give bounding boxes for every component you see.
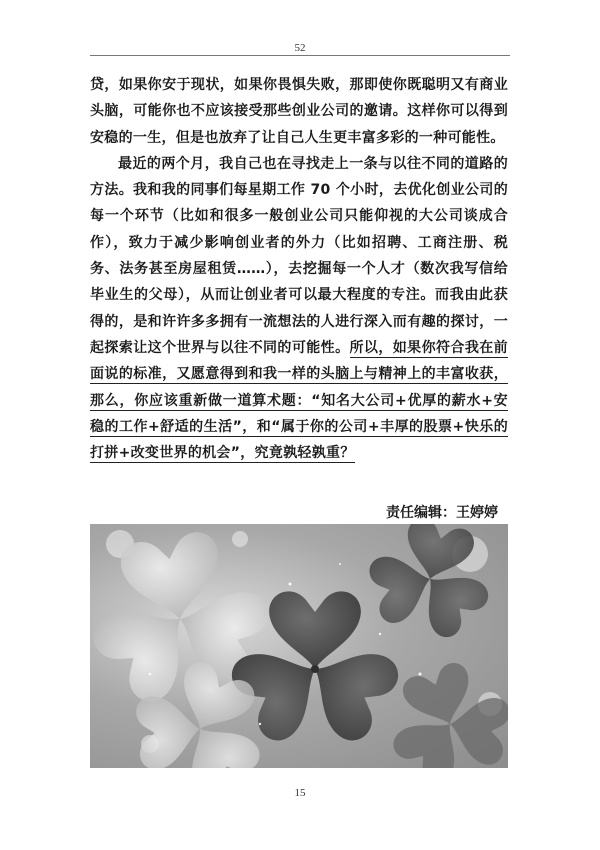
paragraph-2-text: 最近的两个月，我自己也在寻找走上一条与以往不同的道路的方法。我和我的同事们每星期工作 70 个小时，去优化创业公司的每一个环节（比如和很多一般创业公司只能仰视的大公司谈成合作），致力于减少影响创业者的外力（比如招聘、工商注册、税务、法务甚至房屋租赁……），去挖掘每一个人才（数次我写信给毕业生的父母），从而让创业者可以最大程度的专注。而我由此获得的，是和许许多多拥有一流想法的人进行深入而有趣的探讨，一起探索让这个世界与以往不同的可能性。 bbox=[90, 155, 508, 356]
header-page-number: 52 bbox=[294, 42, 306, 54]
clover-illustration bbox=[90, 524, 508, 768]
clover-photo bbox=[90, 524, 508, 768]
editor-credit: 责任编辑：王婷婷 bbox=[386, 505, 498, 521]
footer-page-number: 15 bbox=[294, 787, 306, 799]
header-divider bbox=[90, 55, 510, 56]
paragraph-1: 贷，如果你安于现状，如果你畏惧失败，那即使你既聪明又有商业头脑，可能你也不应该接受那些创业公司的邀请。这样你可以得到安稳的一生，但是也放弃了让自己人生更丰富多彩的一种可能性。 bbox=[90, 77, 508, 146]
paragraph-2-underlined: 所以，如果你符合我在前面说的标准，又愿意得到和我一样的头脑上与精神上的丰富收获，那么，你应该重新做一道算术题：“知名大公司+优厚的薪水+安稳的工作+舒适的生活”，和“属于你的公司+丰厚的股票+快乐的打拼+改变世界的机会”，究竟孰轻孰重？ bbox=[90, 339, 508, 462]
article-body bbox=[90, 72, 508, 466]
paragraph-2 bbox=[90, 151, 508, 467]
